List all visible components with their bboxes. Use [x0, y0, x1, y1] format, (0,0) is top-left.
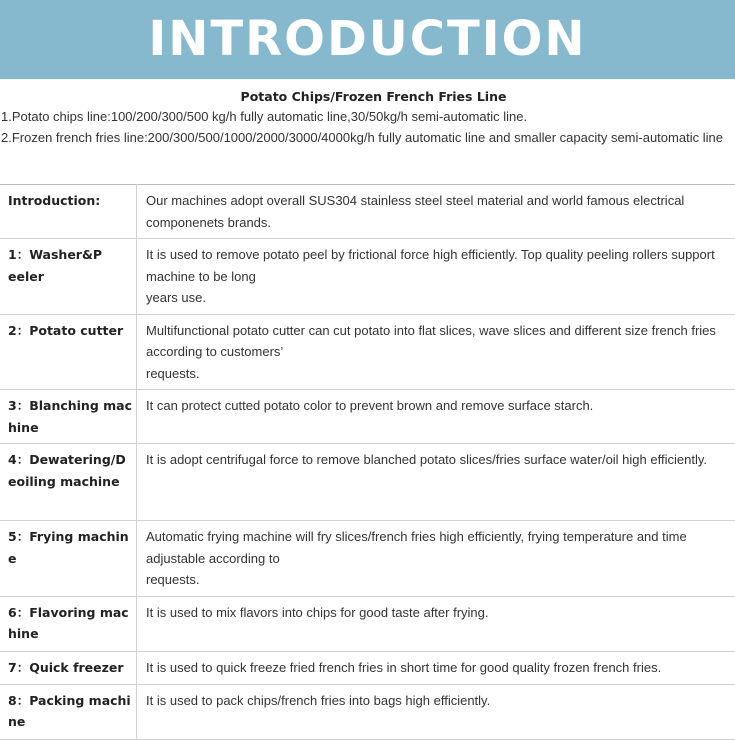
row-label: 4：Dewatering/Deoiling machine: [0, 444, 137, 521]
table-row: [0, 390, 735, 444]
row-label: 5：Frying machine: [0, 521, 137, 597]
row-label: 3：Blanching machine: [0, 390, 137, 444]
row-label: 8：Packing machine: [0, 684, 137, 739]
description-line: It is adopt centrifugal force to remove blanched potato slices/fries surface water/oil high efficiently.: [146, 449, 731, 471]
description-line: It is used to mix flavors into chips for good taste after frying.: [146, 602, 731, 624]
description-line: It can protect cutted potato color to prevent brown and remove surface starch.: [146, 395, 731, 417]
row-description: [137, 185, 735, 239]
row-description: [137, 390, 735, 444]
row-description: [137, 239, 735, 315]
row-description: [137, 444, 735, 521]
intro-heading: Potato Chips/Frozen French Fries Line: [0, 88, 735, 105]
description-line: Automatic frying machine will fry slices/french fries high efficiently, frying temperature and time adjustable according to: [146, 526, 731, 569]
table-row: [0, 314, 735, 390]
table-row: [0, 444, 735, 521]
description-line: Our machines adopt overall SUS304 stainless steel steel material and world famous electrical componenets brands.: [146, 190, 731, 233]
row-description: [137, 651, 735, 684]
row-label: [0, 239, 137, 315]
description-line: requests.: [146, 569, 731, 591]
description-line: years use.: [146, 287, 731, 309]
banner-title: INTRODUCTION: [148, 15, 586, 63]
intro-line-chips: 1.Potato chips line:100/200/300/500 kg/h fully automatic line,30/50kg/h semi-automatic line.: [0, 106, 735, 127]
row-description: [137, 521, 735, 597]
header-banner: [0, 0, 735, 79]
table-row: [0, 239, 735, 315]
intro-section: [0, 88, 735, 148]
machine-spec-table: [0, 184, 735, 740]
description-line: It is used to pack chips/french fries into bags high efficiently.: [146, 690, 731, 712]
description-line: It is used to quick freeze fried french fries in short time for good quality frozen french fries.: [146, 657, 731, 679]
row-description: [137, 596, 735, 651]
table-row: [0, 521, 735, 597]
row-label-text: 1：Washer&Peeler: [8, 244, 108, 287]
intro-line-fries: 2.Frozen french fries line:200/300/500/1000/2000/3000/4000kg/h fully automatic line and smaller capacity semi-automatic line: [0, 127, 735, 148]
row-description: [137, 314, 735, 390]
description-line: requests.: [146, 363, 731, 385]
row-label: Introduction:: [0, 185, 137, 239]
description-line: It is used to remove potato peel by frictional force high efficiently. Top quality peeling rollers support machine to be long: [146, 244, 731, 287]
description-line: Multifunctional potato cutter can cut potato into flat slices, wave slices and different size french fries according to customers’: [146, 320, 731, 363]
table-row: [0, 185, 735, 239]
row-label: 6：Flavoring machine: [0, 596, 137, 651]
table-row: [0, 651, 735, 684]
table-row: [0, 596, 735, 651]
row-label: 7：Quick freezer: [0, 651, 137, 684]
row-label: 2：Potato cutter: [0, 314, 137, 390]
